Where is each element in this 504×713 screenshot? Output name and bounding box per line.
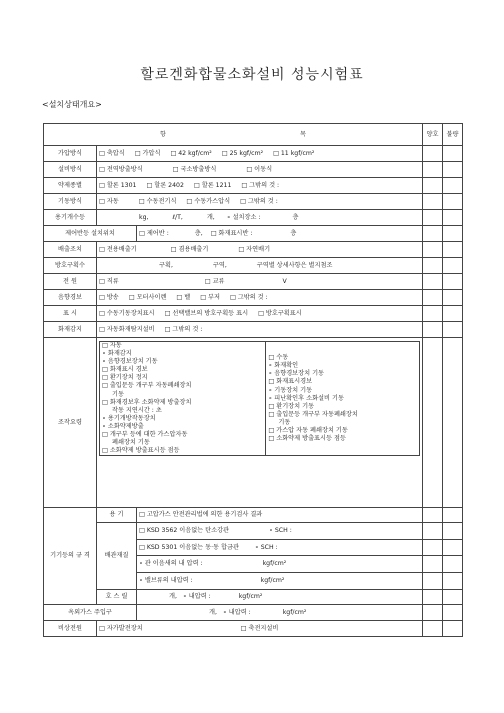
good-cell[interactable] [423,178,443,194]
row-agent-type [44,178,463,194]
bad-cell[interactable] [443,210,463,226]
auto-step: ∘ 화재감지 [102,350,132,358]
hose-reel-fields [137,590,423,605]
header-item-b: 목 [299,130,306,138]
unit-kg: kg, [139,213,149,221]
row-options [137,226,423,242]
operation-columns [99,341,420,456]
row-alarm [44,290,463,306]
option-halon-1211[interactable]: □ 할론 1211 [193,181,232,189]
option-dedicated-exhaust[interactable]: □ 전용배출기 [99,245,137,253]
good-cell[interactable] [423,274,443,290]
bad-cell[interactable] [443,556,463,573]
unit-volt: V [282,277,287,285]
option-buzzer[interactable]: □ 부저 [200,293,220,301]
bad-cell[interactable] [443,162,463,178]
option-other[interactable]: □ 그밖의 것 : [229,293,268,301]
row-label: 제어반등 설치위치 [44,226,137,242]
bad-cell[interactable] [443,523,463,540]
option-local-application[interactable]: □ 국소방출방식 [172,165,217,173]
option-dc[interactable]: □ 직류 [99,277,119,285]
option-pressurized[interactable]: □ 가압식 [134,149,161,157]
good-cell[interactable] [423,242,443,258]
row-system-type [44,162,463,178]
inlet-fields [137,605,423,621]
row-options [97,621,423,637]
option-25kgf[interactable]: □ 25 kgf/cm² [221,149,264,157]
row-emergency-power [44,621,463,637]
row-options [97,258,423,274]
unit-floor: 층, [194,229,203,237]
unit-kgf: kgf/cm² [282,608,307,616]
unit-floor: 층 [292,213,299,221]
auto-step: 기동 [112,390,124,398]
unit-area: 구역, [212,261,227,269]
manual-step: ∘ 화재확인 [268,362,299,370]
section-subtitle: <설치상태개요> [42,100,102,109]
auto-step[interactable]: □ 개구부 등에 대한 가스압자동 [102,431,188,439]
option-selector-valve-sign[interactable]: □ 선택밸브의 방호구획등 표시 [164,309,249,317]
good-cell[interactable] [423,540,443,556]
row-label: 표 시 [44,306,97,322]
sch-field: ∘ SCH : [269,527,292,534]
good-cell[interactable] [423,621,443,637]
row-indication [44,306,463,322]
unit-kgf: kgf/cm² [260,577,285,584]
option-halon-2402[interactable]: □ 할론 2402 [146,181,184,189]
auto-step[interactable]: □ 출입문등 개구부 자동폐쇄장치 [102,382,192,390]
row-container-count [44,210,463,226]
good-cell[interactable] [423,146,443,162]
auto-step: ∘ 소화약제방출 [102,422,144,430]
unit-zone: 구획, [159,261,173,269]
container-label: 용 기 [97,508,137,523]
manual-step: 기동 [278,418,291,426]
manual-step: ∘ 음향경보장치 기동 [268,370,325,378]
auto-step: 폐쇄장치 기동 [112,439,150,447]
header-item-a: 항 [160,130,167,138]
bad-cell[interactable] [443,226,463,242]
auto-step[interactable]: □ 환기장치 정지 [102,374,148,382]
row-options [97,242,423,258]
header-row [44,124,463,146]
container-inspection[interactable]: □ 고압가스 안전관리법에 의한 용기검사 결과 [137,508,423,523]
operation-content [97,338,423,508]
row-label: 옥외가스 주입구 [44,605,137,621]
row-label: 기기등의 규 격 [44,508,97,605]
bad-cell[interactable] [443,178,463,194]
row-equipment-pipe1 [44,523,463,540]
row-label: 가압방식 [44,146,97,162]
option-automatic[interactable]: □ 자동 [99,197,119,205]
auto-step: 작동 지연시간 : 초 [112,406,162,414]
option-bell[interactable]: □ 벨 [176,293,191,301]
pipe-joint-pressure [137,556,423,573]
row-detection [44,322,463,338]
bad-cell[interactable] [443,290,463,306]
unit-kgf: kgf/cm² [262,560,287,567]
row-options [97,178,423,194]
hose-reel-label: 호 스 릴 [97,590,137,605]
row-options [97,210,423,226]
row-pressurization [44,146,463,162]
row-options [97,306,423,322]
option-natural[interactable]: □ 자연배기 [238,245,271,253]
manual-step[interactable]: □ 가스압 자동 폐쇄장치 기동 [268,426,348,434]
header-good: 양호 [423,124,443,146]
manual-step[interactable]: □ 출입문등 개구부 자동폐쇄장치 [268,410,358,418]
row-label: 전 원 [44,274,97,290]
row-label: 배출조치 [44,242,97,258]
row-activation [44,194,463,210]
good-cell[interactable] [423,605,443,621]
manual-step[interactable]: □ 수동 [268,354,289,362]
auto-step[interactable]: □ 화재표시 경보 [102,366,148,374]
good-cell[interactable] [423,573,443,590]
manual-step: ∘ 피난확인후 소화설비 기동 [268,394,344,402]
option-fire-display[interactable]: □ 화재표시반 : [210,229,253,237]
option-stored-pressure[interactable]: □ 축압식 [99,149,125,157]
manual-step[interactable]: □ 화재표시경보 [268,378,313,386]
performance-test-form [43,123,463,637]
unit-lt: ℓ/T, [172,213,183,221]
row-label: 조작요령 [44,338,97,508]
sch-field: ∘ SCH : [254,543,278,551]
manual-step: ∘ 기동장치 기동 [268,386,313,394]
good-cell[interactable] [423,290,443,306]
good-cell[interactable] [423,590,443,605]
auto-step[interactable]: □ 자동 [102,342,122,349]
bad-cell[interactable] [443,540,463,556]
header-item-cell [44,124,423,146]
good-cell[interactable] [423,338,443,508]
row-label: 설비방식 [44,162,97,178]
auto-procedure-list [100,342,266,456]
option-zone-sign[interactable]: □ 방호구획표시 [258,309,302,317]
unit-floor: 층 [290,229,297,237]
valve-pressure [137,573,423,590]
zone-details-note: 구역별 상세사항은 별지첨조 [256,261,333,269]
option-manual-gas[interactable]: □ 수동가스압식 [186,197,231,205]
row-label: 용기개수등 [44,210,97,226]
unit-kgf: kgf/cm² [238,593,263,600]
good-cell[interactable] [423,556,443,573]
good-cell[interactable] [423,210,443,226]
option-generator[interactable]: □ 자가발전장치 [99,624,143,632]
row-label: 화재감지 [44,322,97,338]
row-operation-procedure [44,338,463,508]
row-options [97,146,423,162]
option-manual-start-sign[interactable]: □ 수동기동장치표시 [99,309,155,317]
bad-cell[interactable] [443,590,463,605]
row-equipment-hose [44,590,463,605]
row-options [97,274,423,290]
bad-cell[interactable] [443,322,463,338]
row-options [97,162,423,178]
auto-step[interactable]: □ 소화약제 방출표시등 점등 [102,447,180,455]
unit-count: 개, [206,213,215,221]
option-battery[interactable]: □ 축전지설비 [240,624,279,632]
good-cell[interactable] [423,194,443,210]
auto-step: ∘ 용기개방작동장치 [102,414,156,422]
bad-cell[interactable] [443,242,463,258]
hose-pressure: ∘ 내압력 : [182,593,211,600]
row-control-panel [44,226,463,242]
valve-pressure-label: ∘ 밸브류의 내압력 : [139,577,193,584]
row-options [97,290,423,306]
row-options [97,322,423,338]
manual-step[interactable]: □ 소화약제 방출표시등 점등 [268,435,346,443]
option-other[interactable]: □ 그밖의 것 : [240,197,278,205]
row-outdoor-inlet [44,605,463,621]
option-broadcast[interactable]: □ 방송 [99,293,119,301]
inlet-pressure: ∘ 내압력 : [222,608,251,616]
option-42kgf[interactable]: □ 42 kgf/cm² [170,149,212,157]
piping-label: 배관재질 [97,523,137,590]
manual-step[interactable]: □ 환기장치 기동 [268,402,315,410]
manual-procedure-list [266,342,420,456]
good-cell[interactable] [423,226,443,242]
row-power [44,274,463,290]
option-other[interactable]: □ 그밖의 것 : [241,181,280,189]
auto-step: ∘ 음향경보장치 기동 [102,358,158,366]
option-shared-exhaust[interactable]: □ 겸용배출기 [170,245,209,253]
row-equipment-container [44,508,463,523]
bad-cell[interactable] [443,338,463,508]
option-11kgf[interactable]: □ 11 kgf/cm² [273,149,315,157]
pipe-carbon-steel [137,523,423,540]
bad-cell[interactable] [443,621,463,637]
row-exhaust [44,242,463,258]
bad-cell[interactable] [443,508,463,523]
row-label: 비상전원 [44,621,97,637]
row-zones [44,258,463,274]
good-cell[interactable] [423,162,443,178]
bad-cell[interactable] [443,573,463,590]
install-location: ∘ 설치장소 : [226,213,261,221]
bad-cell[interactable] [443,605,463,621]
bad-cell[interactable] [443,258,463,274]
good-cell[interactable] [423,306,443,322]
option-halon-1301[interactable]: □ 할론 1301 [99,181,137,189]
option-control-panel[interactable]: □ 제어반 : [139,229,169,237]
row-label: 방호구획수 [44,258,97,274]
bad-cell[interactable] [443,146,463,162]
row-label: 기동방식 [44,194,97,210]
pipe-spec[interactable]: □ KSD 5301 이음없는 동·동 합금관 [139,543,239,551]
option-portable[interactable]: □ 이동식 [246,165,273,173]
good-cell[interactable] [423,258,443,274]
good-cell[interactable] [423,508,443,523]
row-label: 음향경보 [44,290,97,306]
option-ac[interactable]: □ 교류 [204,277,225,285]
bad-cell[interactable] [443,274,463,290]
pipe-spec[interactable]: □ KSD 3562 이음없는 탄소강관 [139,527,230,534]
joint-pressure-label: ∘ 관 이음새의 내 압력 : [139,560,203,567]
unit-count: 개, [209,608,217,616]
good-cell[interactable] [423,322,443,338]
pipe-copper [137,540,423,556]
bad-cell[interactable] [443,306,463,322]
option-manual-electric[interactable]: □ 수동전기식 [138,197,177,205]
option-total-flooding[interactable]: □ 전역방출방식 [99,165,143,173]
page-title: 할로겐화합물소화설비 성능시험표 [140,67,364,83]
good-cell[interactable] [423,523,443,540]
header-bad: 불량 [443,124,463,146]
bad-cell[interactable] [443,194,463,210]
option-other[interactable]: □ 그밖의 것 : [164,325,203,333]
row-label: 약제종별 [44,178,97,194]
row-options [97,194,423,210]
option-motor-siren[interactable]: □ 모터사이렌 [128,293,167,301]
option-auto-fire-detection[interactable]: □ 자동화재탐지설비 [99,325,155,333]
auto-step[interactable]: □ 화재경보후 소화약제 방출장치 [102,398,192,406]
unit-count: 개, [169,593,177,600]
